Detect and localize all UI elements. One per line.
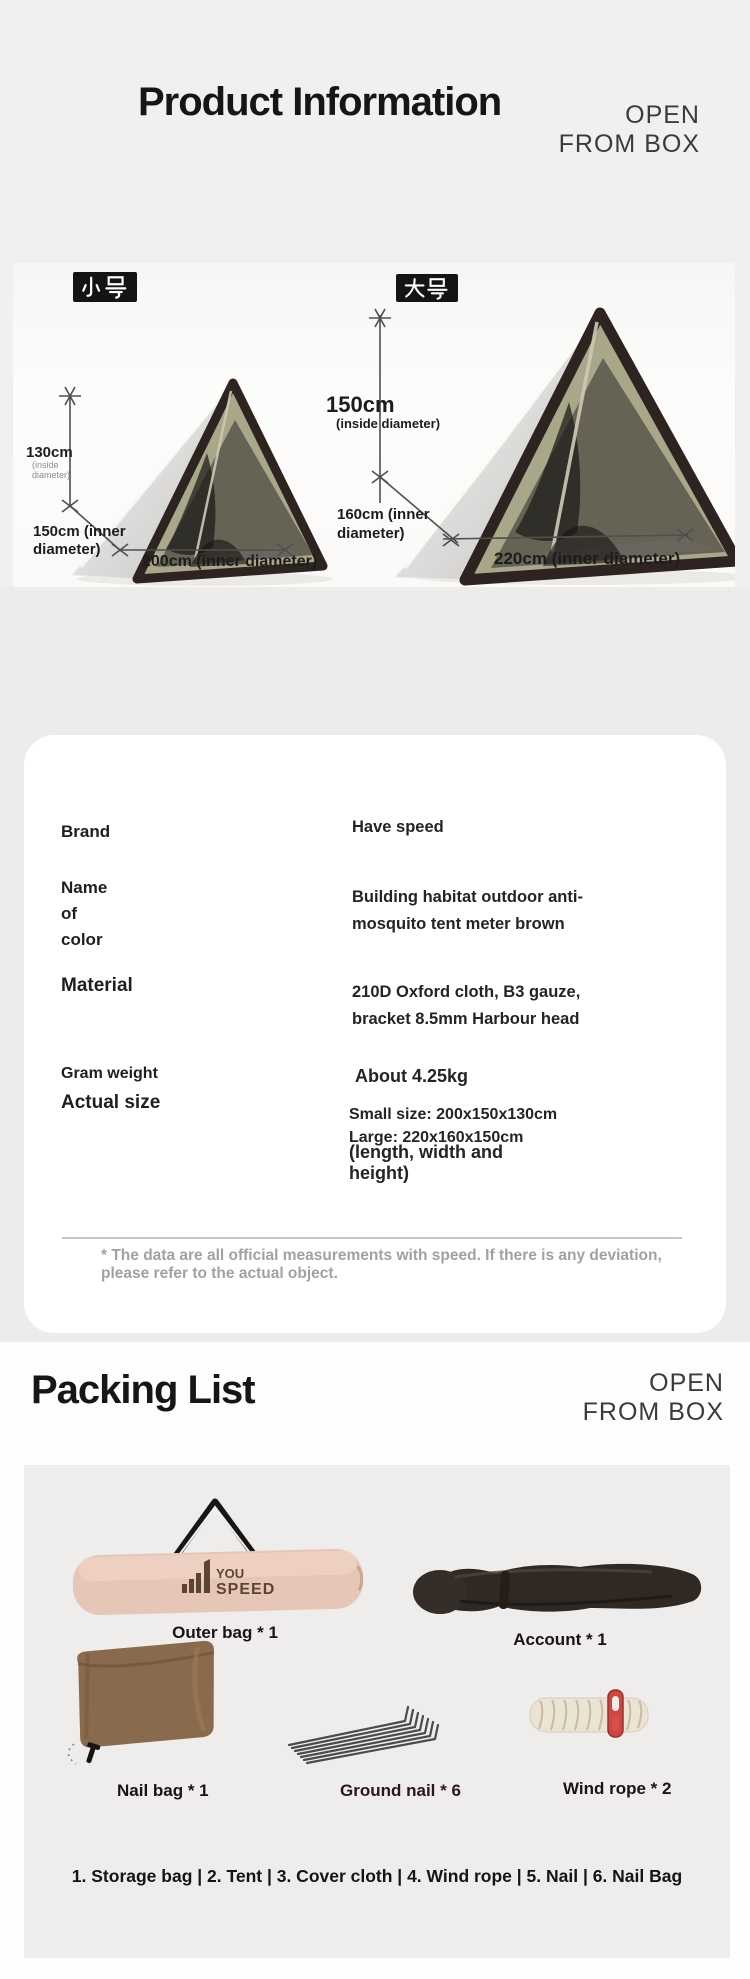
- open-from-box-2-line2: FROM BOX: [582, 1398, 724, 1426]
- wind-rope-label: Wind rope * 2: [563, 1779, 672, 1798]
- open-from-box-line2: FROM BOX: [558, 130, 700, 158]
- account-roll-image: [400, 1555, 710, 1625]
- nail-bag-label: Nail bag * 1: [117, 1781, 209, 1800]
- outer-bag-label: Outer bag * 1: [172, 1623, 278, 1642]
- bag-logo-text-1: YOU: [216, 1566, 245, 1581]
- ground-nail-label: Ground nail * 6: [340, 1781, 461, 1800]
- large-tent-height-label: 150cm: [326, 392, 395, 417]
- small-tent-height-note: (inside diameter): [32, 460, 71, 480]
- small-tent-width-label: 200cm (inner diameter): [142, 553, 318, 570]
- wind-rope-image: [528, 1688, 653, 1740]
- open-from-box-2-line1: OPEN: [649, 1369, 724, 1397]
- divider: [62, 1237, 682, 1239]
- large-tent-width-label: 220cm (inner diameter): [494, 549, 681, 568]
- open-from-box-line1: OPEN: [625, 101, 700, 129]
- bag-logo-text-2: SPEED: [216, 1581, 276, 1598]
- packing-items-panel: [24, 1465, 730, 1958]
- open-from-box-tagline: [559, 101, 700, 159]
- spec-card: [24, 735, 726, 1333]
- spec-value-brand: Have speed: [352, 818, 444, 836]
- large-tent-height-note: (inside diameter): [336, 416, 441, 431]
- packing-list-title: Packing List: [31, 1368, 255, 1412]
- spec-value-name-of-color: Building habitat outdoor anti-mosquito tent meter brown: [352, 888, 583, 933]
- outer-bag-image: [65, 1488, 370, 1623]
- tent-diagram-photo: [13, 263, 735, 587]
- spec-value-material: 210D Oxford cloth, B3 gauze, bracket 8.5mm Harbour head: [352, 983, 581, 1028]
- open-from-box-tagline-2: [583, 1369, 724, 1427]
- page-title: Product Information: [138, 80, 502, 124]
- ground-nails-image: [285, 1705, 460, 1770]
- packing-contents-list: 1. Storage bag | 2. Tent | 3. Cover cloth | 4. Wind rope | 5. Nail | 6. Nail Bag: [71, 1866, 683, 1886]
- spec-label-material: Material: [61, 975, 133, 996]
- small-tent-depth-label: 150cm (inner diameter): [33, 523, 126, 558]
- small-tent-height-label: 130cm: [26, 444, 73, 461]
- nail-bag-image: [50, 1640, 235, 1770]
- spec-value-size-small: Small size: 200x150x130cm: [349, 1106, 558, 1123]
- spec-disclaimer-note: * The data are all official measurements with speed. If there is any deviation, please refer to the actual object.: [101, 1247, 662, 1282]
- spec-label-brand: Brand: [61, 822, 111, 841]
- spec-label-name-of-color: Name of color: [61, 878, 108, 949]
- spec-value-size-dims-note: (length, width and height): [349, 1142, 503, 1183]
- large-tent-depth-label: 160cm (inner diameter): [337, 506, 430, 542]
- spec-value-gram-weight: About 4.25kg: [355, 1066, 469, 1086]
- spec-label-actual-size: Actual size: [61, 1092, 161, 1113]
- spec-label-gram-weight: Gram weight: [61, 1065, 158, 1082]
- spec-value-size-large: Large: 220x160x150cm: [349, 1129, 524, 1146]
- account-label: Account * 1: [513, 1630, 607, 1649]
